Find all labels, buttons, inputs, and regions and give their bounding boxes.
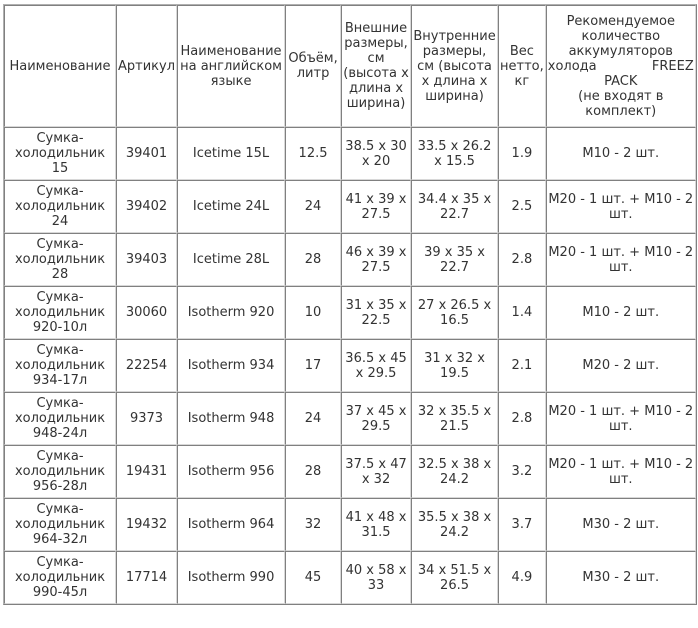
table-row bbox=[4, 127, 696, 180]
cell-weight: 2.8 bbox=[498, 392, 546, 445]
cell-article: 39401 bbox=[116, 127, 177, 180]
cell-outer-dimensions: 46 x 39 x 27.5 bbox=[341, 233, 411, 286]
cell-volume: 28 bbox=[285, 233, 341, 286]
cell-name-en: Isotherm 934 bbox=[177, 339, 285, 392]
table-row bbox=[4, 551, 696, 604]
cell-weight: 3.7 bbox=[498, 498, 546, 551]
cell-article: 39403 bbox=[116, 233, 177, 286]
cell-article: 39402 bbox=[116, 180, 177, 233]
header-article: Артикул bbox=[116, 5, 177, 127]
cell-volume: 28 bbox=[285, 445, 341, 498]
table-row bbox=[4, 498, 696, 551]
header-rec-line2: холода FREEZ bbox=[547, 58, 694, 74]
cell-recommended-packs: M20 - 1 шт. + M10 - 2 шт. bbox=[546, 180, 696, 233]
cell-name-en: Isotherm 990 bbox=[177, 551, 285, 604]
cell-recommended-packs: M30 - 2 шт. bbox=[546, 498, 696, 551]
header-outer-dimensions: Внешние размеры, см (высота х длина х ширина) bbox=[341, 5, 411, 127]
cell-name-en: Isotherm 956 bbox=[177, 445, 285, 498]
cell-article: 30060 bbox=[116, 286, 177, 339]
table-row bbox=[4, 445, 696, 498]
cell-name-en: Isotherm 948 bbox=[177, 392, 285, 445]
header-name-en: Наименование на английском языке bbox=[177, 5, 285, 127]
cell-name: Сумка-холодильник 24 bbox=[4, 180, 116, 233]
cell-name: Сумка-холодильник 920-10л bbox=[4, 286, 116, 339]
cell-name: Сумка-холодильник 28 bbox=[4, 233, 116, 286]
table-row bbox=[4, 392, 696, 445]
table-row bbox=[4, 180, 696, 233]
header-rec-line3: PACK bbox=[604, 73, 638, 89]
cell-name: Сумка-холодильник 948-24л bbox=[4, 392, 116, 445]
cell-inner-dimensions: 32.5 x 38 x 24.2 bbox=[411, 445, 498, 498]
cell-name: Сумка-холодильник 964-32л bbox=[4, 498, 116, 551]
header-row bbox=[4, 5, 696, 127]
cell-name-en: Icetime 15L bbox=[177, 127, 285, 180]
cell-outer-dimensions: 40 x 58 x 33 bbox=[341, 551, 411, 604]
cell-volume: 32 bbox=[285, 498, 341, 551]
cell-recommended-packs: M20 - 1 шт. + M10 - 2 шт. bbox=[546, 445, 696, 498]
cell-inner-dimensions: 39 x 35 x 22.7 bbox=[411, 233, 498, 286]
cell-recommended-packs: M20 - 1 шт. + M10 - 2 шт. bbox=[546, 392, 696, 445]
table-body bbox=[4, 5, 696, 604]
cell-weight: 2.8 bbox=[498, 233, 546, 286]
header-weight: Вес нетто, кг bbox=[498, 5, 546, 127]
cell-name: Сумка-холодильник 15 bbox=[4, 127, 116, 180]
cell-name: Сумка-холодильник 990-45л bbox=[4, 551, 116, 604]
cell-article: 17714 bbox=[116, 551, 177, 604]
cell-weight: 2.5 bbox=[498, 180, 546, 233]
cell-inner-dimensions: 32 x 35.5 x 21.5 bbox=[411, 392, 498, 445]
cell-outer-dimensions: 38.5 x 30 x 20 bbox=[341, 127, 411, 180]
cell-recommended-packs: M10 - 2 шт. bbox=[546, 286, 696, 339]
cell-article: 19431 bbox=[116, 445, 177, 498]
header-rec-line4: (не входят в комплект) bbox=[578, 88, 664, 119]
header-inner-dimensions: Внутренние размеры, см (высота х длина х ширина) bbox=[411, 5, 498, 127]
cell-outer-dimensions: 37 x 45 x 29.5 bbox=[341, 392, 411, 445]
cell-volume: 24 bbox=[285, 392, 341, 445]
cell-article: 19432 bbox=[116, 498, 177, 551]
cell-article: 22254 bbox=[116, 339, 177, 392]
cell-name-en: Icetime 24L bbox=[177, 180, 285, 233]
cell-outer-dimensions: 36.5 x 45 x 29.5 bbox=[341, 339, 411, 392]
cell-weight: 1.9 bbox=[498, 127, 546, 180]
cell-weight: 4.9 bbox=[498, 551, 546, 604]
cell-volume: 10 bbox=[285, 286, 341, 339]
cell-recommended-packs: M30 - 2 шт. bbox=[546, 551, 696, 604]
cell-article: 9373 bbox=[116, 392, 177, 445]
cell-outer-dimensions: 41 x 39 x 27.5 bbox=[341, 180, 411, 233]
table-row bbox=[4, 286, 696, 339]
cell-outer-dimensions: 41 x 48 x 31.5 bbox=[341, 498, 411, 551]
cell-weight: 3.2 bbox=[498, 445, 546, 498]
cell-inner-dimensions: 34 x 51.5 x 26.5 bbox=[411, 551, 498, 604]
cell-volume: 12.5 bbox=[285, 127, 341, 180]
cell-weight: 2.1 bbox=[498, 339, 546, 392]
cell-inner-dimensions: 27 x 26.5 x 16.5 bbox=[411, 286, 498, 339]
table-row bbox=[4, 233, 696, 286]
cell-inner-dimensions: 35.5 x 38 x 24.2 bbox=[411, 498, 498, 551]
cell-recommended-packs: M10 - 2 шт. bbox=[546, 127, 696, 180]
cell-name: Сумка-холодильник 956-28л bbox=[4, 445, 116, 498]
cell-volume: 24 bbox=[285, 180, 341, 233]
cell-volume: 17 bbox=[285, 339, 341, 392]
cell-inner-dimensions: 33.5 x 26.2 x 15.5 bbox=[411, 127, 498, 180]
cell-outer-dimensions: 31 x 35 x 22.5 bbox=[341, 286, 411, 339]
header-name: Наименование bbox=[4, 5, 116, 127]
cell-volume: 45 bbox=[285, 551, 341, 604]
cell-inner-dimensions: 34.4 x 35 x 22.7 bbox=[411, 180, 498, 233]
header-volume: Объём, литр bbox=[285, 5, 341, 127]
product-table bbox=[3, 4, 697, 605]
cell-name-en: Isotherm 964 bbox=[177, 498, 285, 551]
cell-name-en: Isotherm 920 bbox=[177, 286, 285, 339]
cell-outer-dimensions: 37.5 x 47 x 32 bbox=[341, 445, 411, 498]
cell-recommended-packs: M20 - 1 шт. + M10 - 2 шт. bbox=[546, 233, 696, 286]
cell-recommended-packs: M20 - 2 шт. bbox=[546, 339, 696, 392]
cell-weight: 1.4 bbox=[498, 286, 546, 339]
cell-name: Сумка-холодильник 934-17л bbox=[4, 339, 116, 392]
header-rec-line1: Рекомендуемое количество аккумуляторов bbox=[566, 13, 675, 59]
header-recommended-packs bbox=[546, 5, 696, 127]
table-row bbox=[4, 339, 696, 392]
cell-name-en: Icetime 28L bbox=[177, 233, 285, 286]
cell-inner-dimensions: 31 x 32 x 19.5 bbox=[411, 339, 498, 392]
